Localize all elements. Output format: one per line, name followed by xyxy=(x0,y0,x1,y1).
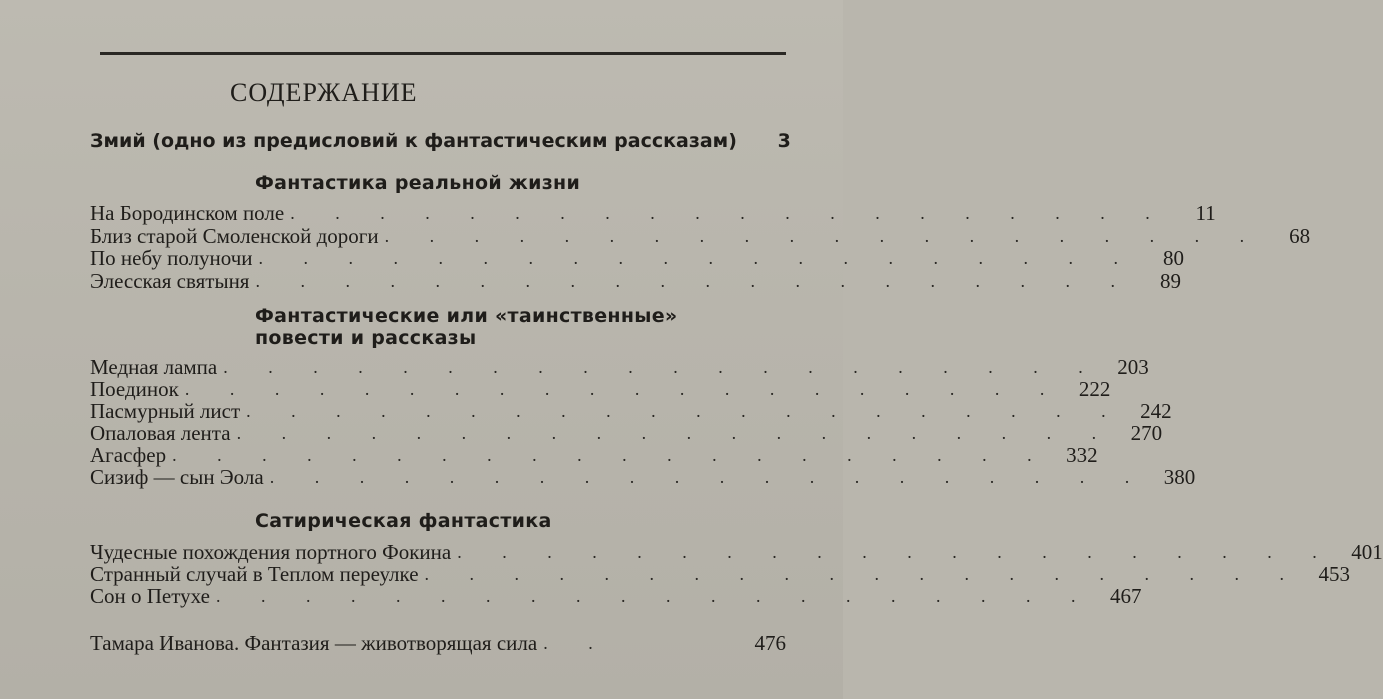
toc-entry-afterword xyxy=(90,632,786,654)
entry-title: Элесская святыня xyxy=(90,269,250,293)
section-heading-line2: повести и рассказы xyxy=(255,327,477,349)
leader-dots: . . . . . . . . . . . . . . . . . . . . xyxy=(246,401,1124,421)
entry-page: 222 xyxy=(1078,377,1111,401)
leader-dots: . . . . . . . . . . . . . . . . . . . . xyxy=(215,586,1094,606)
toc-entry xyxy=(90,269,1181,293)
entry-page: 242 xyxy=(1140,399,1172,423)
entry-title: Пасмурный лист xyxy=(90,399,241,423)
entry-page: 270 xyxy=(1130,421,1163,445)
toc-entry xyxy=(90,399,1172,423)
entry-page: 3 xyxy=(777,130,791,152)
leader-dots: . . . . . . . . . . . . . . . . . . . . xyxy=(384,226,1263,246)
toc-entry xyxy=(90,377,1111,401)
section-heading-line1: Фантастические или «таинственные» xyxy=(255,305,678,327)
top-rule xyxy=(100,52,786,55)
entry-title: Чудесные похождения портного Фокина xyxy=(90,540,452,564)
entry-page: 476 xyxy=(754,631,786,655)
entry-page: 453 xyxy=(1318,562,1351,586)
leader-dots: . . . . . . . . . . . . . . . . . . . . xyxy=(258,248,1137,268)
entry-title: Опаловая лента xyxy=(90,421,231,445)
leader-dots: . . . . . . . . . . . . . . . . . . . . xyxy=(290,203,1168,223)
entry-title: Поединок xyxy=(90,377,179,401)
entry-title: Медная лампа xyxy=(90,355,218,379)
leader-dots: . . . . . . . . . . . . . . . . . . . . xyxy=(457,542,1335,562)
entry-page: 11 xyxy=(1195,201,1216,225)
entry-title: Странный случай в Теплом переулке xyxy=(90,562,419,586)
entry-page: 467 xyxy=(1109,584,1142,608)
entry-title: Агасфер xyxy=(90,443,167,467)
page-title: СОДЕРЖАНИЕ xyxy=(230,78,418,107)
toc-entry xyxy=(90,355,1149,379)
entry-title: Сизиф — сын Эола xyxy=(90,465,264,489)
toc-entry xyxy=(90,540,1383,564)
entry-page: 89 xyxy=(1159,269,1181,293)
leader-dots: . . . . . . . . . . . . . . . . . . . . xyxy=(269,467,1148,487)
entry-page: 380 xyxy=(1163,465,1196,489)
entry-page: 332 xyxy=(1066,443,1098,467)
entry-title: На Бородинском поле xyxy=(90,201,285,225)
leader-dots: . . . . . . . . . . . . . . . . . . . . xyxy=(184,379,1063,399)
toc-entry xyxy=(90,465,1196,489)
leader-dots: . . . . . . . . . . . . . . . . . . . . xyxy=(424,564,1303,584)
entry-page: 68 xyxy=(1289,224,1311,248)
entry-page: 203 xyxy=(1117,355,1149,379)
leader-dots: . . . . . . . . . . . . . . . . . . . . xyxy=(236,423,1115,443)
toc-entry xyxy=(90,246,1185,270)
toc-entry xyxy=(90,562,1351,586)
leader-dots: . . . . . . . . . . . . . . . . . . . . xyxy=(223,357,1101,377)
entry-title: Тамара Иванова. Фантазия — животворящая сила xyxy=(90,631,538,655)
entry-page: 401 xyxy=(1351,540,1383,564)
entry-title: Близ старой Смоленской дороги xyxy=(90,224,379,248)
toc-entry xyxy=(90,443,1098,467)
entry-title: Сон о Петухе xyxy=(90,584,210,608)
toc-entry xyxy=(90,224,1311,248)
toc-entry xyxy=(90,584,1142,608)
toc-entry xyxy=(90,421,1163,445)
toc-entry xyxy=(90,201,1216,225)
entry-title: По небу полуночи xyxy=(90,246,253,270)
leader-dots: . . . . . . . . . . . . . . . . . . . . xyxy=(255,271,1133,291)
leader-dots: . . . . . . . . . . . . . . . . . . . . xyxy=(172,445,1050,465)
entry-page: 80 xyxy=(1163,246,1185,270)
section-heading: Сатирическая фантастика xyxy=(255,510,552,532)
toc-entry-intro xyxy=(90,130,791,152)
leader-dots: . . xyxy=(543,633,611,653)
entry-title: Змий (одно из предисловий к фантастическим рассказам) xyxy=(90,130,737,152)
section-heading: Фантастика реальной жизни xyxy=(255,172,581,194)
